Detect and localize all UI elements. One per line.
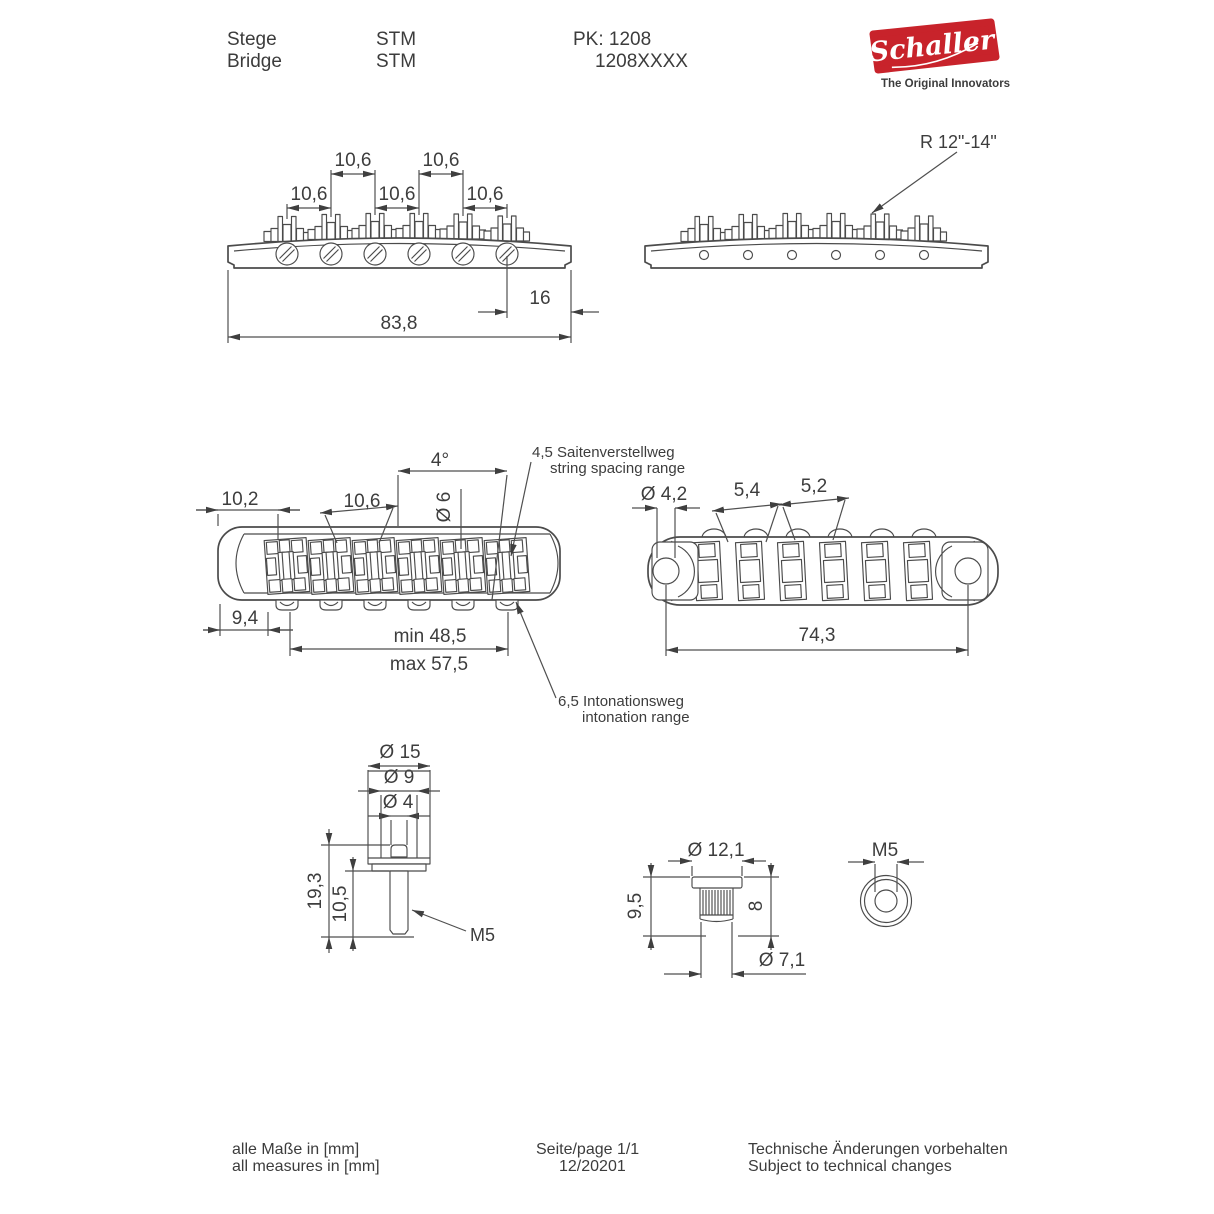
- note-spacing-en: string spacing range: [550, 460, 686, 477]
- dim-span-max: max 57,5: [389, 654, 469, 675]
- top-feet: [276, 600, 518, 610]
- back-bridge-body: [645, 238, 988, 268]
- bushing-body: [692, 877, 742, 922]
- dim-hole-dia: Ø 4,2: [640, 484, 688, 505]
- dim-pitch-1: 5,4: [733, 480, 761, 501]
- dim-edge-depth: 9,4: [231, 608, 259, 629]
- model-row1: STM: [376, 29, 417, 50]
- title-block: [227, 29, 688, 72]
- front-view: [228, 150, 599, 343]
- footer-notice-de: Technische Änderungen vorbehalten: [748, 1141, 1008, 1158]
- footer-page: Seite/page 1/1: [536, 1141, 640, 1158]
- stud-thread-label: M5: [470, 925, 496, 945]
- footer-units-en: all measures in [mm]: [232, 1158, 380, 1175]
- dim-dia-outer: Ø 15: [379, 742, 421, 763]
- dim-height-total: 19,3: [305, 872, 326, 910]
- dim-span-min: min 48,5: [393, 626, 467, 647]
- dim-dia-flange: Ø 12,1: [687, 840, 745, 861]
- stud-thread-leader: [412, 910, 466, 931]
- back-view: [645, 132, 997, 268]
- radius-label: R 12"-14": [920, 132, 997, 152]
- bushing-view: [625, 840, 806, 978]
- title-en: Bridge: [227, 51, 282, 72]
- dim-height-body: 8: [746, 900, 767, 912]
- dim-spacing-b1: 10,6: [290, 184, 328, 205]
- bushing-top-view: [848, 840, 924, 927]
- dim-dia-mid: Ø 9: [383, 767, 415, 788]
- schaller-logo: [868, 22, 1010, 90]
- dim-dia-body: Ø 7,1: [758, 950, 806, 971]
- dim-spacing-b3: 10,6: [466, 184, 504, 205]
- pk-label: PK: 1208: [573, 29, 652, 50]
- note-intonation-de: 6,5 Intonationsweg: [558, 693, 684, 710]
- stud-view: [305, 742, 495, 953]
- title-de: Stege: [227, 29, 277, 50]
- bottom-view: [632, 476, 998, 656]
- dim-dia-bore: Ø 4: [382, 792, 414, 813]
- bushing-dim-flange: [668, 861, 766, 876]
- bushing-hole: [875, 890, 897, 912]
- dim-spacing-b2: 10,6: [378, 184, 416, 205]
- footer-units-de: alle Maße in [mm]: [232, 1141, 360, 1158]
- logo-brand: Schaller: [868, 24, 996, 69]
- dim-string-spacing: 10,6: [343, 491, 381, 512]
- dim-stud-offset: 16: [529, 288, 551, 309]
- dim-edge-offset: 10,2: [221, 489, 259, 510]
- dim-spacing-t1: 10,6: [334, 150, 372, 171]
- bottom-mount-right: [936, 542, 988, 600]
- dim-total-width: 83,8: [380, 313, 418, 334]
- top-view: [196, 444, 690, 726]
- model-row2: STM: [376, 51, 417, 72]
- dim-hole-distance: 74,3: [798, 625, 836, 646]
- note-spacing-de: 4,5 Saitenverstellweg: [532, 444, 675, 461]
- stud-thread-shaft: [390, 871, 408, 934]
- bushing-thread-label: M5: [871, 840, 899, 861]
- footer-notice-en: Subject to technical changes: [748, 1158, 952, 1175]
- intonation-note-leader: [516, 602, 556, 698]
- logo-tagline: The Original Innovators: [881, 78, 1011, 90]
- note-intonation-en: intonation range: [582, 709, 690, 726]
- dim-pitch-2: 5,2: [800, 476, 828, 497]
- footer-date: 12/20201: [559, 1158, 626, 1175]
- dim-tilt-angle: 4°: [430, 450, 450, 471]
- dim-roller-dia: Ø 6: [434, 491, 455, 523]
- dim-spacing-t2: 10,6: [422, 150, 460, 171]
- radius-leader: [872, 152, 957, 213]
- pk-number: 1208XXXX: [595, 51, 688, 72]
- footer: [232, 1140, 1008, 1175]
- dim-height-total-bushing: 9,5: [625, 892, 646, 920]
- dim-height-thread: 10,5: [330, 885, 351, 923]
